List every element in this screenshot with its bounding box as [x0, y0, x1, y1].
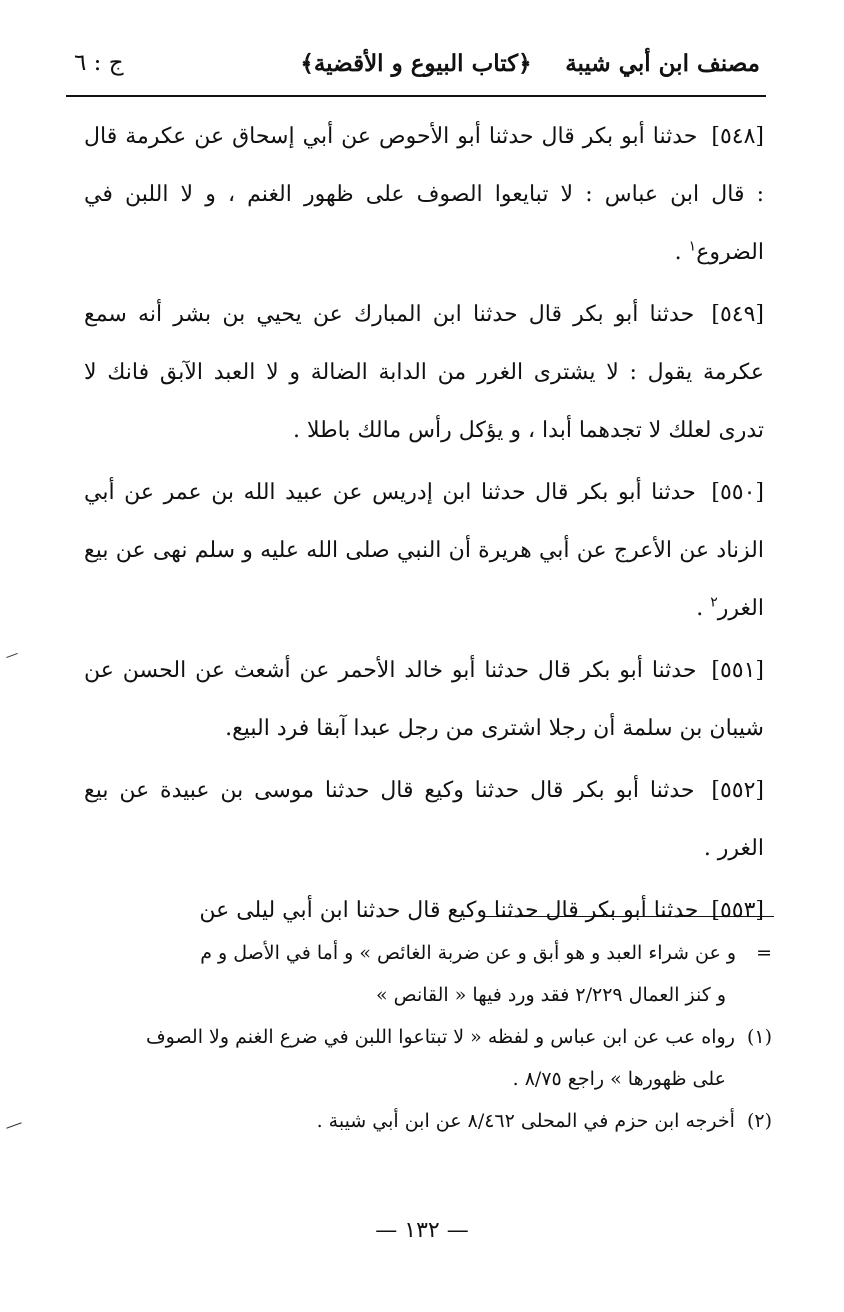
footnote-text: و عن شراء العبد و هو أبق و عن ضربة الغائص » و أما في الأصل و م — [200, 942, 737, 964]
running-header — [66, 44, 766, 92]
hadith-end: . — [696, 596, 711, 621]
hadith-number: [٥٥٣] — [711, 898, 764, 923]
footnote-continuation — [104, 932, 772, 1016]
footnote-text: رواه عب عن ابن عباس و لفظه « لا تبتاعوا اللبن في ضرع الغنم ولا الصوف — [145, 1026, 735, 1048]
hadith-551 — [84, 642, 764, 758]
hadith-550 — [84, 464, 764, 638]
footnote-text-line2: على ظهورها » راجع ٨/٧٥ . — [512, 1068, 726, 1090]
volume-number: ج : ٦ — [74, 50, 124, 76]
hadith-549 — [84, 286, 764, 460]
hadith-text: حدثنا أبو بكر قال حدثنا وكيع قال حدثنا ابن أبي ليلى عن — [199, 898, 699, 923]
footnote-text: أخرجه ابن حزم في المحلى ٨/٤٦٢ عن ابن أبي شيبة . — [316, 1110, 735, 1132]
footnote-text-line2: و كنز العمال ٢/٢٢٩ فقد ورد فيها « القانص » — [376, 984, 726, 1006]
page-number: — ١٣٢ — — [375, 1218, 469, 1243]
footnotes — [104, 932, 772, 1142]
hadith-number: [٥٤٨] — [711, 124, 765, 149]
hadith-list — [84, 108, 764, 944]
hadith-text: حدثنا أبو بكر قال حدثنا ابن المبارك عن يحيي بن بشر أنه سمع عكرمة يقول : لا يشترى الغرر من الدابة الضالة و لا العبد الآبق فانك لا تدرى لعلك لا تجدهما أبدا ، و يؤكل رأس مالك باطلا . — [84, 302, 764, 443]
hadith-number: [٥٥١] — [711, 658, 764, 683]
book-title: مصنف ابن أبي شيبة — [565, 50, 760, 77]
hadith-number: [٥٤٩] — [711, 302, 765, 327]
hadith-548 — [84, 108, 764, 282]
margin-mark — [6, 653, 18, 658]
footnote-1 — [104, 1016, 772, 1100]
chapter-title: ﴿كتاب البيوع و الأقضية﴾ — [300, 50, 532, 77]
margin-mark — [6, 1122, 21, 1128]
footnote-ref: ٢ — [710, 594, 718, 611]
hadith-end: . — [674, 240, 689, 265]
hadith-552 — [84, 762, 764, 878]
hadith-text: حدثنا أبو بكر قال حدثنا وكيع قال حدثنا موسى بن عبيدة عن بيع الغرر . — [84, 778, 764, 861]
footnote-rule — [484, 916, 774, 917]
footnote-number: (٢) — [746, 1110, 772, 1132]
continuation-mark: = — [756, 942, 772, 964]
hadith-text: حدثنا أبو بكر قال حدثنا ابن إدريس عن عبيد الله بن عمر عن أبي الزناد عن الأعرج عن أبي هريرة أن النبي صلى الله عليه و سلم نهى عن بيع الغرر — [84, 480, 764, 621]
footnote-2 — [104, 1100, 772, 1142]
footnote-number: (١) — [746, 1026, 772, 1048]
hadith-text: حدثنا أبو بكر قال حدثنا أبو خالد الأحمر عن أشعث عن الحسن عن شيبان بن سلمة أن رجلا اشترى من رجل عبدا آبقا فرد البيع. — [84, 658, 764, 741]
hadith-number: [٥٥٢] — [711, 778, 765, 803]
header-rule — [66, 95, 766, 97]
hadith-text: حدثنا أبو بكر قال حدثنا أبو الأحوص عن أبي إسحاق عن عكرمة قال : قال ابن عباس : لا تبايعوا الصوف على ظهور الغنم ، و لا اللبن في الضروع — [84, 124, 764, 265]
hadith-number: [٥٥٠] — [711, 480, 764, 505]
footnote-ref: ١ — [688, 238, 697, 255]
